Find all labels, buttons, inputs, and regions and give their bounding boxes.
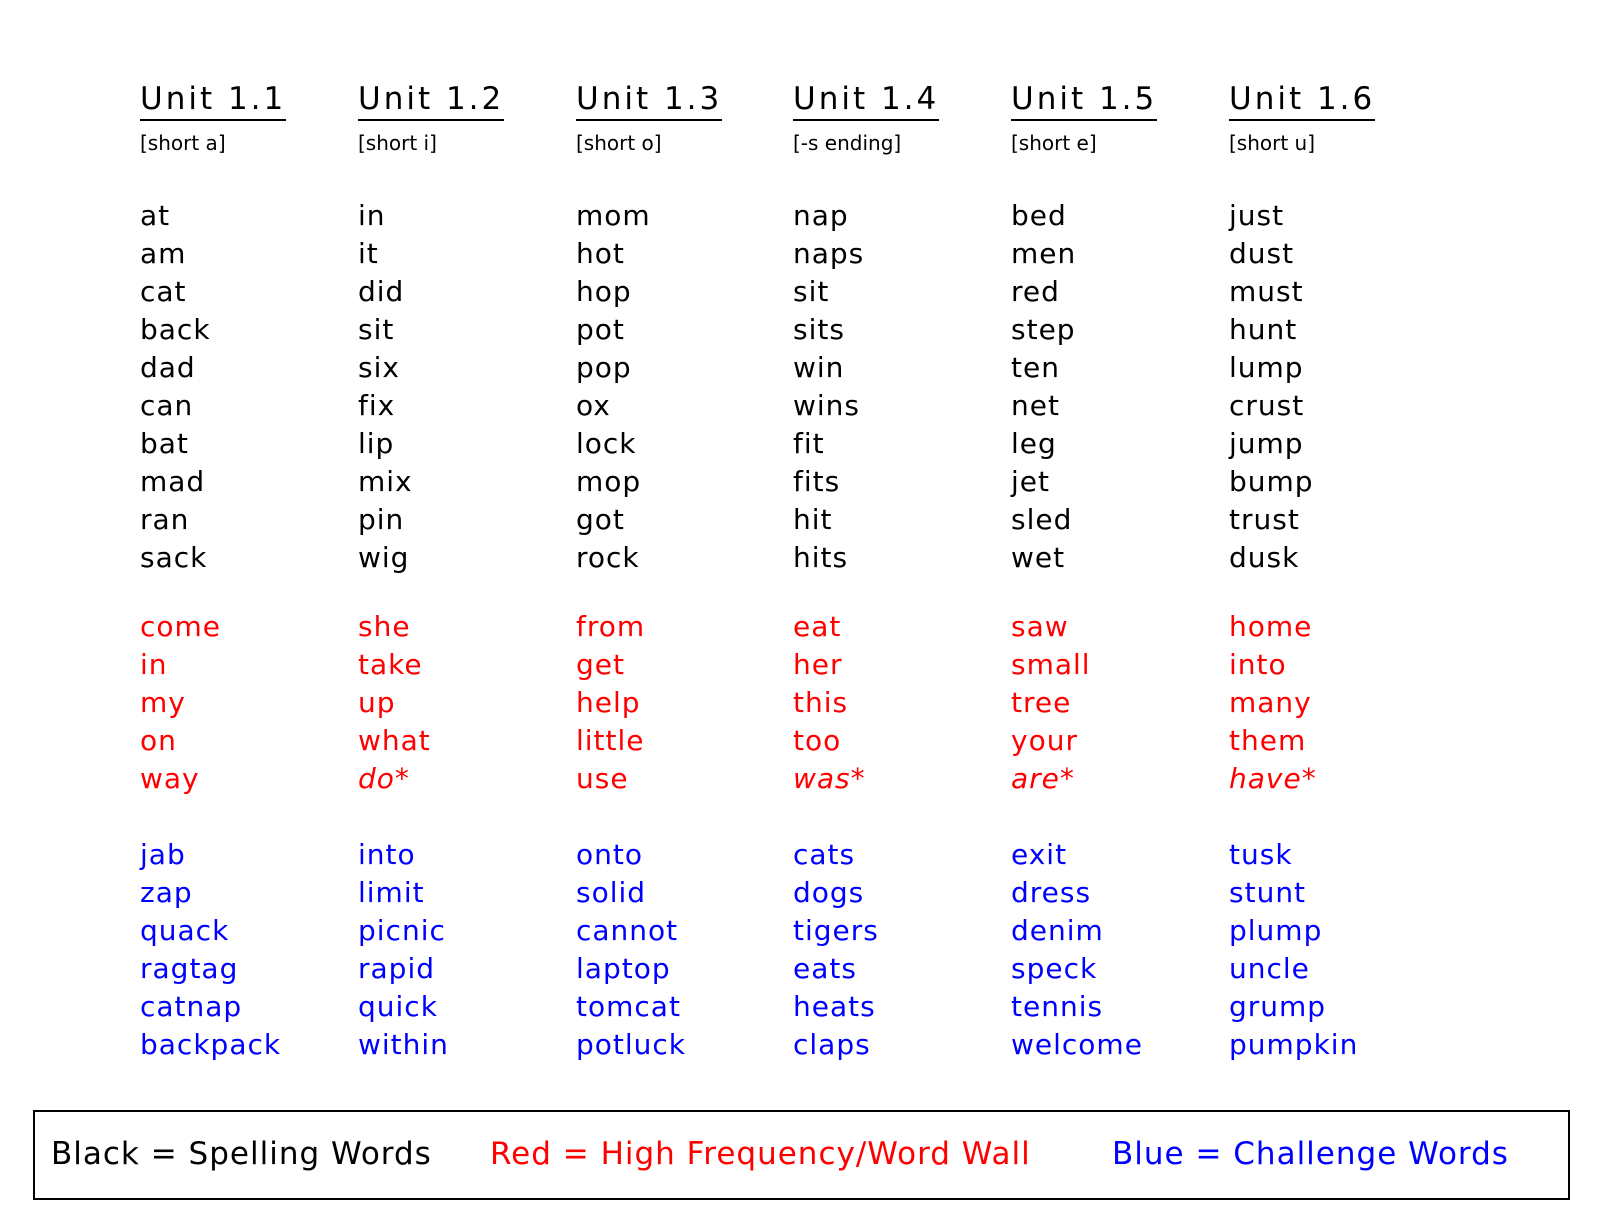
high-frequency-word-list	[793, 608, 866, 798]
spelling-word: sits	[793, 313, 845, 346]
challenge-word: potluck	[576, 1028, 687, 1061]
spelling-word: mom	[576, 199, 651, 232]
spelling-word: red	[1011, 275, 1060, 308]
spelling-word: ran	[140, 503, 190, 536]
challenge-word: welcome	[1011, 1028, 1143, 1061]
high-frequency-word: into	[1229, 648, 1287, 681]
challenge-word: plump	[1229, 914, 1323, 947]
challenge-word: speck	[1011, 952, 1098, 985]
challenge-word: stunt	[1229, 876, 1307, 909]
high-frequency-word: way	[140, 762, 200, 795]
unit-subtitle: [short e]	[1011, 131, 1097, 155]
high-frequency-word: tree	[1011, 686, 1072, 719]
high-frequency-word: take	[358, 648, 423, 681]
high-frequency-word: she	[358, 610, 411, 643]
high-frequency-word: small	[1011, 648, 1091, 681]
spelling-word: hits	[793, 541, 849, 574]
spelling-word: mad	[140, 465, 206, 498]
challenge-word: solid	[576, 876, 647, 909]
spelling-word: mop	[576, 465, 642, 498]
spelling-word: bat	[140, 427, 189, 460]
spelling-word-list	[1229, 197, 1314, 577]
unit-title: Unit 1.5	[1011, 80, 1157, 121]
unit-column	[1011, 80, 1226, 1061]
spelling-word: fix	[358, 389, 396, 422]
unit-title: Unit 1.1	[140, 80, 286, 121]
spelling-word: wet	[1011, 541, 1066, 574]
high-frequency-word: have*	[1229, 762, 1317, 795]
challenge-word: claps	[793, 1028, 871, 1061]
challenge-word: within	[358, 1028, 449, 1061]
high-frequency-word: up	[358, 686, 396, 719]
challenge-word: ragtag	[140, 952, 239, 985]
high-frequency-word: my	[140, 686, 186, 719]
legend-high-frequency-words: Red = High Frequency/Word Wall	[490, 1136, 1031, 1172]
challenge-word: tusk	[1229, 838, 1293, 871]
unit-column	[140, 80, 355, 1061]
high-frequency-word: her	[793, 648, 843, 681]
spelling-word: can	[140, 389, 194, 422]
challenge-word: tennis	[1011, 990, 1104, 1023]
spelling-word: sled	[1011, 503, 1073, 536]
challenge-word: denim	[1011, 914, 1104, 947]
challenge-word: into	[358, 838, 416, 871]
spelling-word: bed	[1011, 199, 1067, 232]
challenge-word-list	[793, 836, 879, 1064]
spelling-word: in	[358, 199, 386, 232]
high-frequency-word: home	[1229, 610, 1313, 643]
challenge-word: catnap	[140, 990, 243, 1023]
challenge-word: tigers	[793, 914, 879, 947]
spelling-word: sit	[793, 275, 830, 308]
challenge-word: heats	[793, 990, 876, 1023]
spelling-word: rock	[576, 541, 640, 574]
unit-column	[1229, 80, 1444, 1061]
unit-subtitle: [short a]	[140, 131, 226, 155]
spelling-word: wig	[358, 541, 410, 574]
high-frequency-word-list	[1011, 608, 1091, 798]
spelling-word: jump	[1229, 427, 1304, 460]
challenge-word: rapid	[358, 952, 435, 985]
high-frequency-word: in	[140, 648, 168, 681]
spelling-word: win	[793, 351, 845, 384]
spelling-word: did	[358, 275, 405, 308]
challenge-word: dress	[1011, 876, 1092, 909]
spelling-word: bump	[1229, 465, 1314, 498]
unit-subtitle: [short o]	[576, 131, 662, 155]
legend-spelling-words: Black = Spelling Words	[51, 1136, 432, 1172]
challenge-word: uncle	[1229, 952, 1310, 985]
spelling-word: dusk	[1229, 541, 1300, 574]
spelling-word: hot	[576, 237, 625, 270]
unit-subtitle: [-s ending]	[793, 131, 902, 155]
spelling-word: six	[358, 351, 400, 384]
spelling-word: just	[1229, 199, 1285, 232]
high-frequency-word-list	[140, 608, 221, 798]
spelling-word: net	[1011, 389, 1060, 422]
spelling-word: leg	[1011, 427, 1057, 460]
challenge-word: grump	[1229, 990, 1327, 1023]
legend-challenge-words: Blue = Challenge Words	[1112, 1136, 1509, 1172]
spelling-word: naps	[793, 237, 865, 270]
color-legend	[33, 1110, 1570, 1200]
high-frequency-word: many	[1229, 686, 1312, 719]
challenge-word: zap	[140, 876, 193, 909]
unit-title: Unit 1.6	[1229, 80, 1375, 121]
spelling-word: mix	[358, 465, 413, 498]
high-frequency-word-list	[576, 608, 645, 798]
high-frequency-word: are*	[1011, 762, 1075, 795]
high-frequency-word: get	[576, 648, 625, 681]
spelling-word: nap	[793, 199, 849, 232]
challenge-word-list	[358, 836, 449, 1064]
spelling-word: hop	[576, 275, 632, 308]
spelling-word: step	[1011, 313, 1076, 346]
high-frequency-word: use	[576, 762, 629, 795]
high-frequency-word: on	[140, 724, 177, 757]
challenge-word: laptop	[576, 952, 671, 985]
challenge-word: eats	[793, 952, 857, 985]
high-frequency-word: your	[1011, 724, 1078, 757]
spelling-word: back	[140, 313, 211, 346]
high-frequency-word: them	[1229, 724, 1307, 757]
spelling-word: at	[140, 199, 171, 232]
spelling-word: it	[358, 237, 379, 270]
spelling-word-list	[358, 197, 413, 577]
challenge-word-list	[576, 836, 686, 1064]
spelling-word: trust	[1229, 503, 1300, 536]
spelling-word: cat	[140, 275, 187, 308]
spelling-word: crust	[1229, 389, 1305, 422]
challenge-word: onto	[576, 838, 643, 871]
challenge-word: dogs	[793, 876, 865, 909]
challenge-word: cats	[793, 838, 856, 871]
challenge-word: quack	[140, 914, 230, 947]
high-frequency-word: eat	[793, 610, 842, 643]
high-frequency-word: help	[576, 686, 641, 719]
high-frequency-word: too	[793, 724, 842, 757]
unit-title: Unit 1.3	[576, 80, 722, 121]
spelling-word: pin	[358, 503, 405, 536]
spelling-word: sit	[358, 313, 395, 346]
unit-title: Unit 1.2	[358, 80, 504, 121]
high-frequency-word-list	[1229, 608, 1317, 798]
spelling-word: am	[140, 237, 187, 270]
spelling-word: jet	[1011, 465, 1050, 498]
spelling-word: ox	[576, 389, 611, 422]
challenge-word: cannot	[576, 914, 679, 947]
challenge-word-list	[140, 836, 281, 1064]
spelling-word-list	[576, 197, 651, 577]
challenge-word-list	[1011, 836, 1143, 1064]
challenge-word: quick	[358, 990, 438, 1023]
spelling-word: hunt	[1229, 313, 1298, 346]
unit-column	[576, 80, 791, 1061]
high-frequency-word: what	[358, 724, 431, 757]
spelling-word: dad	[140, 351, 196, 384]
high-frequency-word: from	[576, 610, 646, 643]
spelling-word: fit	[793, 427, 825, 460]
high-frequency-word: do*	[358, 762, 410, 795]
spelling-word: hit	[793, 503, 833, 536]
high-frequency-word: was*	[793, 762, 866, 795]
spelling-word: lump	[1229, 351, 1304, 384]
challenge-word: pumpkin	[1229, 1028, 1359, 1061]
spelling-word: got	[576, 503, 625, 536]
challenge-word: tomcat	[576, 990, 681, 1023]
spelling-word: must	[1229, 275, 1304, 308]
spelling-word-list	[140, 197, 211, 577]
high-frequency-word: this	[793, 686, 849, 719]
high-frequency-word: saw	[1011, 610, 1069, 643]
spelling-word-list	[793, 197, 864, 577]
spelling-word: pop	[576, 351, 632, 384]
unit-column	[358, 80, 573, 1061]
high-frequency-word-list	[358, 608, 431, 798]
spelling-word: fits	[793, 465, 841, 498]
spelling-word: sack	[140, 541, 208, 574]
challenge-word: picnic	[358, 914, 446, 947]
spelling-word: lock	[576, 427, 637, 460]
spelling-word: pot	[576, 313, 625, 346]
spelling-word: men	[1011, 237, 1077, 270]
unit-title: Unit 1.4	[793, 80, 939, 121]
spelling-word: lip	[358, 427, 395, 460]
challenge-word: jab	[140, 838, 186, 871]
unit-column	[793, 80, 1008, 1061]
unit-subtitle: [short i]	[358, 131, 437, 155]
spelling-word: ten	[1011, 351, 1060, 384]
spelling-word-list	[1011, 197, 1076, 577]
high-frequency-word: come	[140, 610, 222, 643]
high-frequency-word: little	[576, 724, 645, 757]
challenge-word: exit	[1011, 838, 1068, 871]
challenge-word: limit	[358, 876, 425, 909]
spelling-word: dust	[1229, 237, 1295, 270]
unit-subtitle: [short u]	[1229, 131, 1316, 155]
challenge-word: backpack	[140, 1028, 282, 1061]
challenge-word-list	[1229, 836, 1358, 1064]
spelling-word: wins	[793, 389, 861, 422]
